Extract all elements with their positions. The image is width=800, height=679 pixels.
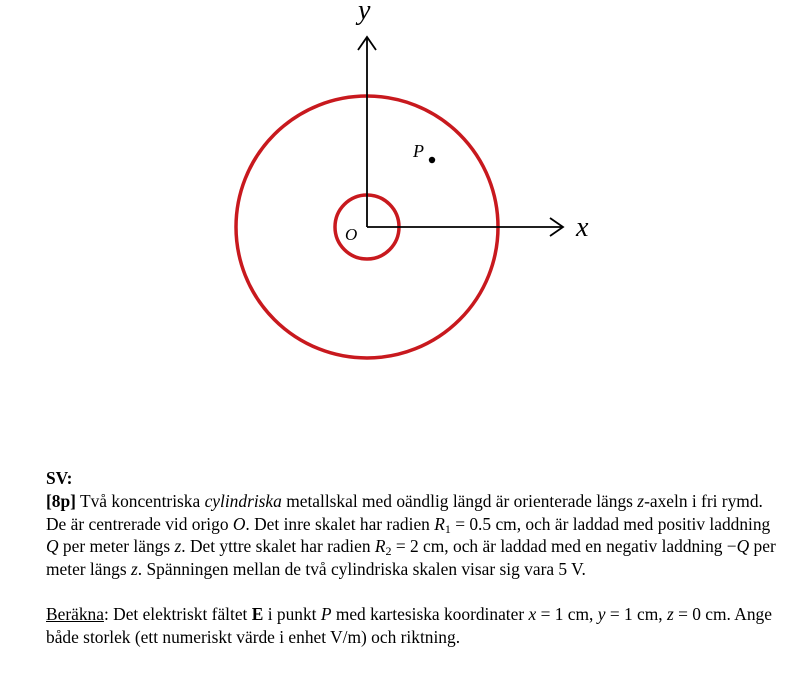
- statement-text-8: = 2 cm, och är laddad med en negativ laddning −: [391, 536, 737, 557]
- math-q: Q: [46, 536, 59, 557]
- statement-text-9: per meter längs: [46, 536, 776, 580]
- math-r2-subscript: 2: [385, 544, 392, 559]
- problem-heading: SV:: [46, 468, 73, 488]
- problem-text: [46, 467, 786, 649]
- origin-label: O: [345, 225, 358, 244]
- math-e-field: E: [251, 603, 264, 624]
- math-x: x: [528, 603, 537, 624]
- task-text-4: = 1 cm,: [536, 603, 598, 624]
- math-p: P: [320, 603, 332, 624]
- problem-task: [46, 603, 786, 649]
- statement-text-3: -axeln i fri rymd. De är centrerade vid origo: [46, 490, 763, 534]
- task-label: Beräkna: [46, 603, 104, 624]
- statement-text-7: . Det yttre skalet har radien: [181, 536, 375, 557]
- task-text-5: = 1 cm,: [605, 603, 667, 624]
- math-z: z: [174, 536, 182, 557]
- statement-text-4: . Det inre skalet har radien: [245, 513, 435, 534]
- math-r2: R: [374, 536, 386, 557]
- points-label: [8p]: [46, 490, 76, 511]
- x-axis-label: x: [576, 212, 589, 243]
- statement-text-10: . Spänningen mellan de två cylindriska skalen visar sig vara 5 V.: [137, 559, 586, 580]
- math-z: z: [666, 603, 674, 624]
- math-r1: R: [434, 513, 445, 534]
- y-axis-label: y: [358, 0, 371, 26]
- task-text-6: = 0 cm. Ange både storlek (ett numeriskt värde i enhet V/m) och riktning.: [46, 603, 772, 647]
- statement-text-2: metallskal med oändlig längd är orienterade längs: [281, 490, 638, 511]
- statement-cylindrical: cylindriska: [204, 490, 282, 511]
- task-text-2: i punkt: [263, 603, 321, 624]
- math-z: z: [637, 490, 645, 511]
- task-text-1: : Det elektriskt fältet: [103, 603, 252, 624]
- math-z: z: [131, 559, 138, 580]
- math-q: Q: [736, 536, 750, 557]
- statement-text-1: Två koncentriska: [75, 490, 205, 511]
- point-p-label: P: [413, 141, 424, 161]
- math-r1-subscript: 1: [444, 521, 451, 536]
- statement-text-6: per meter längs: [58, 536, 175, 557]
- task-text-3: med kartesiska koordinater: [331, 603, 529, 624]
- math-y: y: [597, 603, 606, 624]
- statement-text-5: = 0.5 cm, och är laddad med positiv laddning: [450, 513, 771, 534]
- problem-statement: [46, 490, 786, 581]
- math-origin: O: [232, 513, 246, 534]
- point-p-dot: [429, 157, 435, 163]
